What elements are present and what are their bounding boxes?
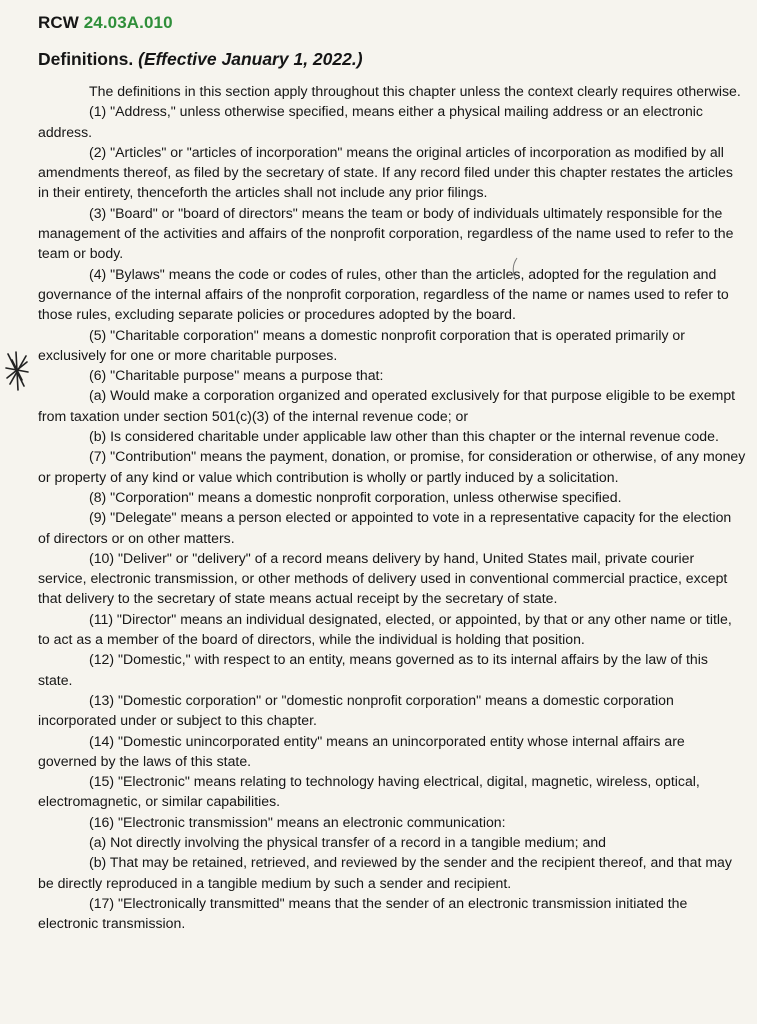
definition-paragraph: (5) "Charitable corporation" means a domestic nonprofit corporation that is operated primarily or exclusively for one or more charitable purposes. [38, 326, 685, 363]
pencil-mark [508, 256, 520, 282]
definition-paragraph: (8) "Corporation" means a domestic nonprofit corporation, unless otherwise specified. [89, 488, 622, 505]
definition-paragraph: (14) "Domestic unincorporated entity" means an unincorporated entity whose internal affairs are governed by the laws of this state. [38, 732, 685, 769]
definition-paragraph: (7) "Contribution" means the payment, donation, or promise, for consideration or otherwise, of any money or property of any kind or value which contribution is wholly or partly induced by a solicitation. [38, 448, 746, 485]
rcw-section-number: 24.03A.010 [83, 13, 173, 32]
definition-paragraph: (11) "Director" means an individual designated, elected, or appointed, by that or any other name or title, to act as a member of the board of directors, while the individual is holding that position. [38, 610, 732, 648]
definition-paragraph: (17) "Electronically transmitted" means that the sender of an electronic transmission initiated the electronic transmission. [38, 894, 688, 932]
definition-subparagraph: (a) Not directly involving the physical transfer of a record in a tangible medium; and [89, 833, 607, 850]
definitions-body [38, 81, 746, 933]
definition-paragraph: (16) "Electronic transmission" means an electronic communication: [89, 813, 506, 830]
definition-subparagraph: (b) That may be retained, retrieved, and reviewed by the sender and the recipient thereof, and that may be directly reproduced in a tangible medium by such a sender and recipient. [38, 854, 732, 891]
definition-paragraph: (13) "Domestic corporation" or "domestic nonprofit corporation" means a domestic corporation incorporated under or subject to this chapter. [38, 691, 674, 729]
rcw-prefix: RCW [38, 13, 79, 32]
definition-paragraph: (2) "Articles" or "articles of incorporation" means the original articles of incorporation as modified by all amendments thereof, as filed by the secretary of state. If any record filed under this chapter restates the articles in their entirety, thenceforth the articles shall not include any prior filings. [38, 143, 733, 201]
definition-paragraph: (6) "Charitable purpose" means a purpose that: [89, 367, 384, 384]
section-title: Definitions. [38, 49, 134, 69]
handwritten-star-mark [4, 350, 30, 392]
rcw-citation [38, 13, 173, 33]
definition-paragraph: (15) "Electronic" means relating to technology having electrical, digital, magnetic, wireless, optical, electromagnetic, or similar capabilities. [38, 773, 700, 810]
intro-paragraph: The definitions in this section apply throughout this chapter unless the context clearly requires otherwise. [89, 83, 741, 99]
definition-subparagraph: (a) Would make a corporation organized and operated exclusively for that purpose eligible to be exempt from taxation under section 501(c)(3) of the internal revenue code; or [38, 387, 736, 424]
definition-paragraph: (1) "Address," unless otherwise specified, means either a physical mailing address or an electronic address. [38, 103, 703, 140]
definition-subparagraph: (b) Is considered charitable under applicable law other than this chapter or the internal revenue code. [89, 428, 719, 445]
definition-paragraph: (10) "Deliver" or "delivery" of a record means delivery by hand, United States mail, private courier service, electronic transmission, or other methods of delivery used in conventional commercial practice, except that delivery to the secretary of state means actual receipt by the secretary of state. [38, 549, 728, 607]
section-heading [38, 49, 363, 70]
definition-paragraph: (3) "Board" or "board of directors" means the team or body of individuals ultimately responsible for the management of the activities and affairs of the nonprofit corporation, regardless of the name used to refer to the team or body. [38, 204, 734, 262]
effective-date: (Effective January 1, 2022.) [138, 49, 363, 69]
definition-paragraph: (12) "Domestic," with respect to an entity, means governed as to its internal affairs by the law of this state. [38, 651, 708, 688]
definition-paragraph: (9) "Delegate" means a person elected or appointed to vote in a representative capacity for the election of directors or on other matters. [38, 509, 732, 546]
definition-paragraph: (4) "Bylaws" means the code or codes of rules, other than the articles, adopted for the regulation and governance of the internal affairs of the nonprofit corporation, regardless of the name or names used to refer to those rules, excluding separate policies or procedures adopted by the board. [38, 265, 729, 323]
